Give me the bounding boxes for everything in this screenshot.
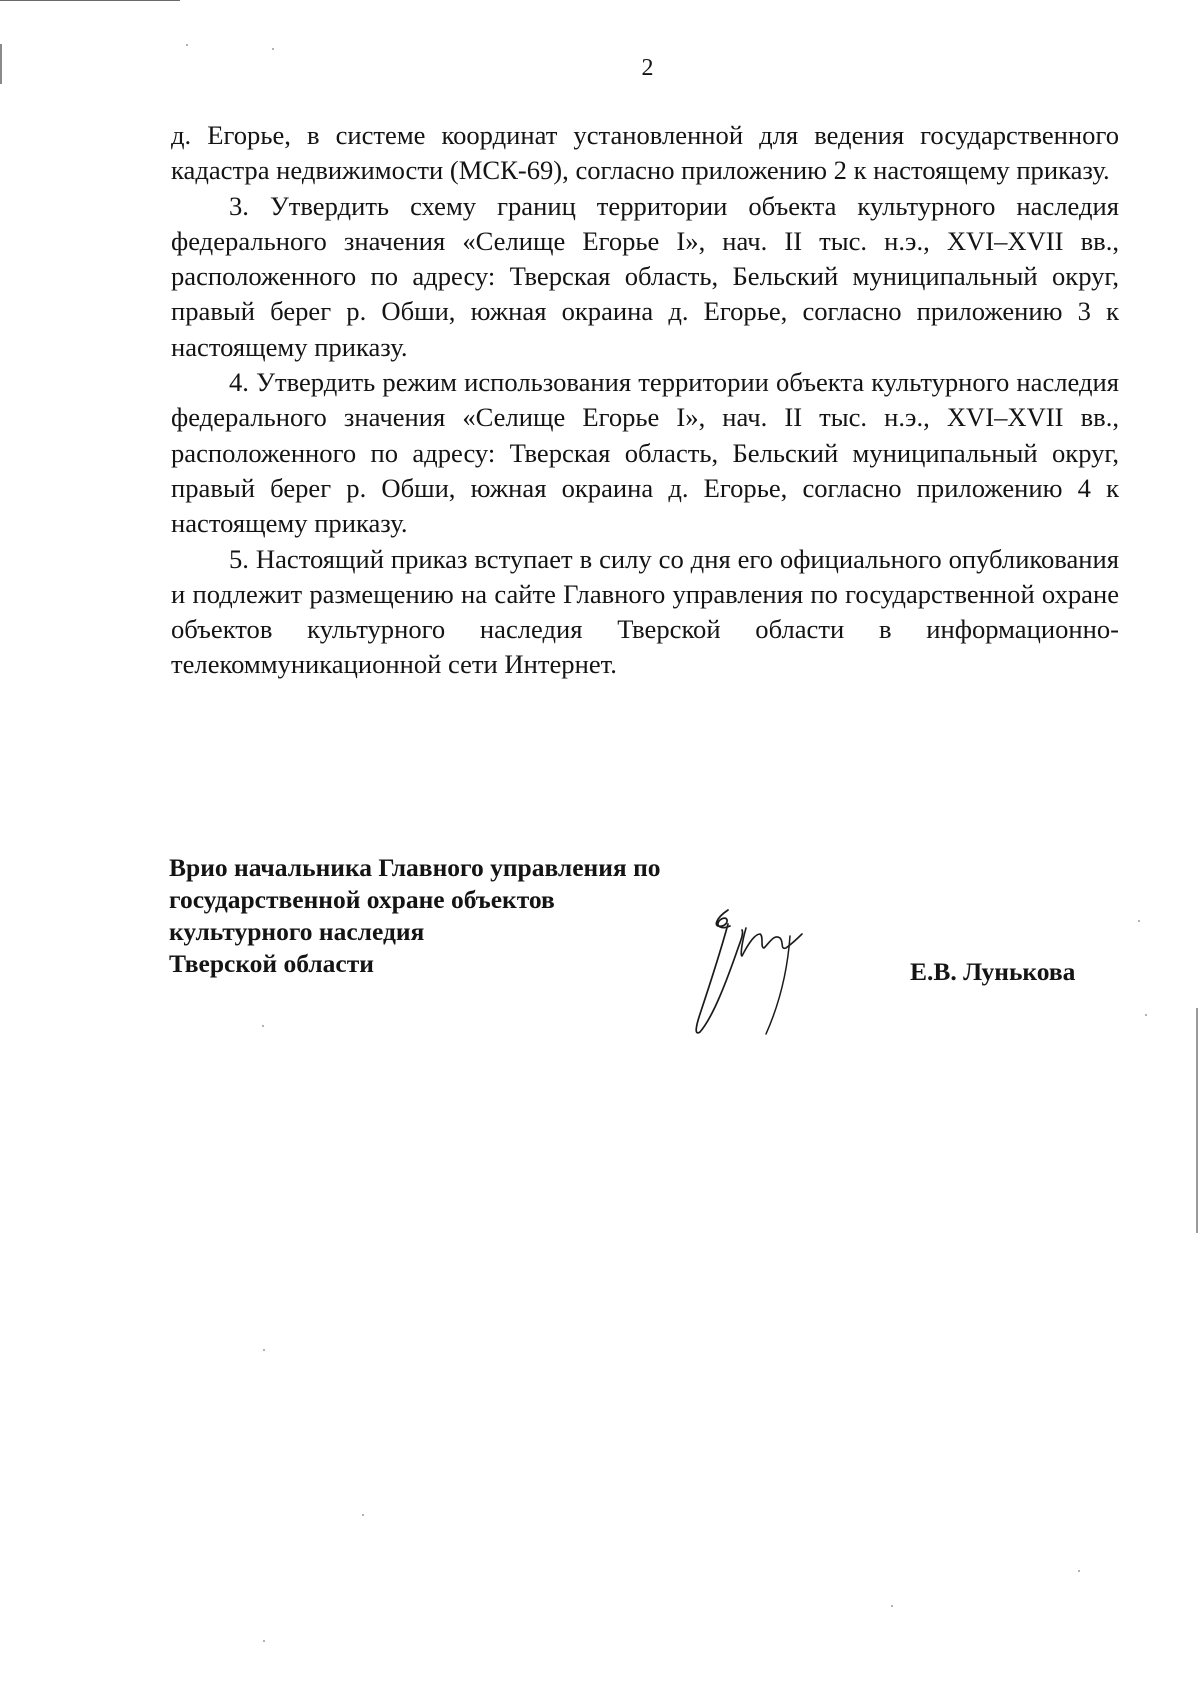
signatory-position-line: Врио начальника Главного управления по	[169, 853, 661, 882]
scan-edge-mark-right	[1196, 1008, 1198, 1233]
scan-speck	[263, 1640, 265, 1642]
handwritten-signature	[670, 902, 870, 1052]
order-item-5: 5. Настоящий приказ вступает в силу со дня его официального опубликования и подлежит размещению на сайте Главного управления по государственной охране объектов культурного наследия Тверской области в информационно-телекоммуникационной сети Интернет.	[171, 543, 1119, 680]
scan-speck	[263, 1349, 265, 1351]
signer-name: Е.В. Лунькова	[910, 957, 1076, 986]
scan-speck	[272, 48, 274, 50]
document-body	[171, 118, 1119, 683]
scan-speck	[1138, 920, 1140, 922]
page-number: 2	[641, 55, 654, 81]
continuation-paragraph: д. Егорье, в системе координат установленной для ведения государственного кадастра недвижимости (МСК-69), согласно приложению 2 к настоящему приказу.	[171, 120, 1119, 186]
scan-speck	[186, 44, 188, 46]
scan-speck	[262, 1025, 264, 1027]
signatory-position-line: государственной охране объектов	[169, 885, 555, 914]
scan-speck	[362, 1514, 364, 1516]
scan-speck	[891, 1605, 893, 1607]
order-item-4: 4. Утвердить режим использования территории объекта культурного наследия федерального значения «Селище Егорье I», нач. II тыс. н.э., XVI–XVII вв., расположенного по адресу: Тверская область, Бельский муниципальный округ, правый берег р. Обши, южная окраина д. Егорье, согласно приложению 4 к настоящему приказу.	[171, 367, 1119, 539]
order-item-3: 3. Утвердить схему границ территории объекта культурного наследия федерального значения «Селище Егорье I», нач. II тыс. н.э., XVI–XVII вв., расположенного по адресу: Тверская область, Бельский муниципальный округ, правый берег р. Обши, южная окраина д. Егорье, согласно приложению 3 к настоящему приказу.	[171, 190, 1119, 362]
scan-edge-line	[0, 0, 180, 1]
scan-speck	[1078, 1570, 1080, 1572]
scan-speck	[1145, 1014, 1147, 1016]
signatory-position	[169, 852, 661, 980]
signatory-position-line: Тверской области	[169, 949, 374, 978]
signatory-position-line: культурного наследия	[169, 917, 425, 946]
